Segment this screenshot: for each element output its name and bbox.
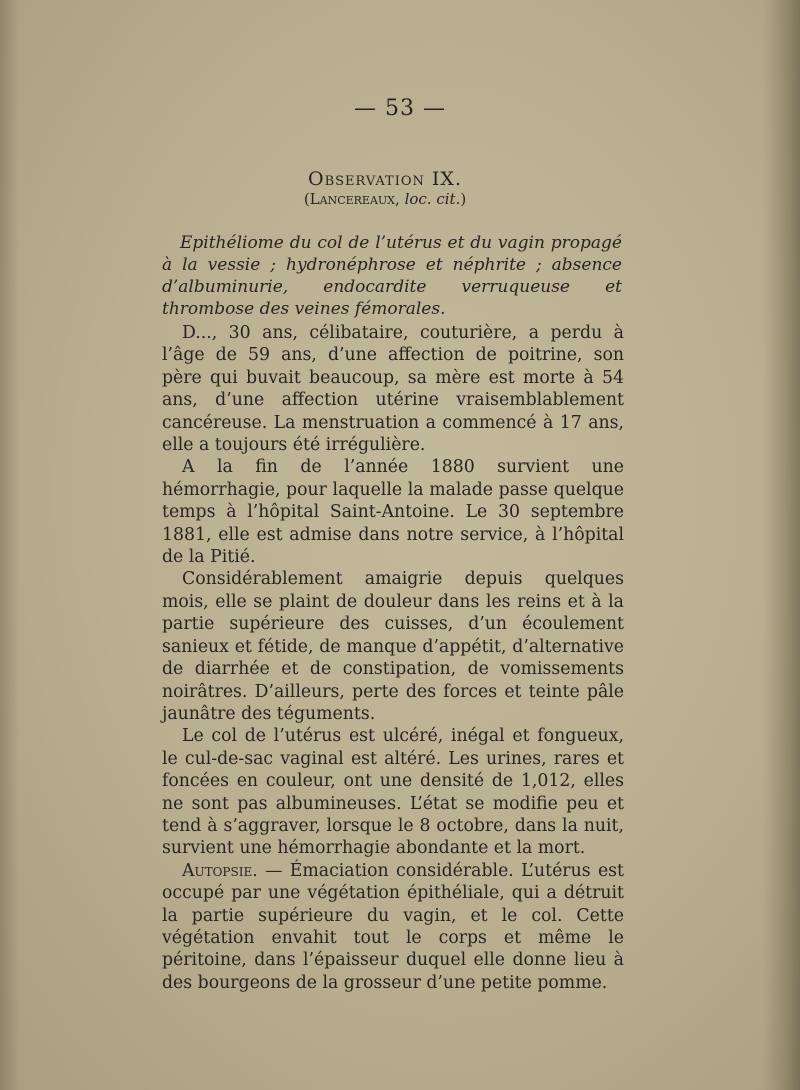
body-text — [162, 322, 624, 994]
citation: (Lancereaux, loc. cit.) — [303, 190, 467, 208]
citation-reference: loc. cit. — [404, 190, 461, 208]
paragraph-hemorrhage: A la fin de l’année 1880 survient une hémorrhagie, pour laquelle la malade passe quelque temps à l’hôpital Saint-Antoine. Le 30 septembre 1881, elle est admise dans notre service, à l’hôpital de la Pitié. — [162, 457, 624, 568]
autopsy-label: Autopsie. — [182, 860, 258, 881]
citation-author: Lancereaux, — [309, 190, 400, 208]
observation-title: Observation IX. — [308, 168, 462, 190]
paragraph-examination: Le col de l’utérus est ulcéré, inégal et fongueux, le cul-de-sac vaginal est altéré. Les urines, rares et foncées en couleur, ont une densité de 1,012, elles ne sont pas albumineuses. L’état se modifie peu et tend à s’aggraver, lorsque le 8 octobre, dans la nuit, survient une hémorrhagie abondante et la mort. — [162, 726, 624, 859]
page-edge-shadow-left — [0, 0, 20, 1090]
page-edge-shadow-right — [762, 0, 800, 1090]
paragraph-autopsy — [162, 860, 624, 994]
observation-summary: Epithéliome du col de l’utérus et du vagin propagé à la vessie ; hydronéphrose et néphrite ; absence d’albuminurie, endocardite verruqueuse et thrombose des veines fémorales. — [162, 233, 622, 319]
autopsy-text: — Émaciation considérable. L’utérus est occupé par une végétation épithéliale, qui a détruit la partie supérieure du vagin, et le col. Cette végétation envahit tout le corps et même le péritoine, dans l’épaisseur duquel elle donne lieu à des bourgeons de la grosseur d’une petite pomme. — [162, 860, 624, 993]
paragraph-history: D..., 30 ans, célibataire, couturière, a perdu à l’âge de 59 ans, d’une affection de poitrine, son père qui buvait beaucoup, sa mère est morte à 54 ans, d’une affection utérine vraisemblablement cancéreuse. La menstruation a commencé à 17 ans, elle a toujours été irrégulière. — [162, 323, 624, 456]
page-number: — 53 — — [354, 96, 446, 121]
paragraph-symptoms: Considérablement amaigrie depuis quelques mois, elle se plaint de douleur dans les reins et à la partie supérieure des cuisses, d’un écoulement sanieux et fétide, de manque d’appétit, d’alternative de diarrhée et de constipation, de vomissements noirâtres. D’ailleurs, perte des forces et teinte pâle jaunâtre des téguments. — [162, 569, 624, 724]
